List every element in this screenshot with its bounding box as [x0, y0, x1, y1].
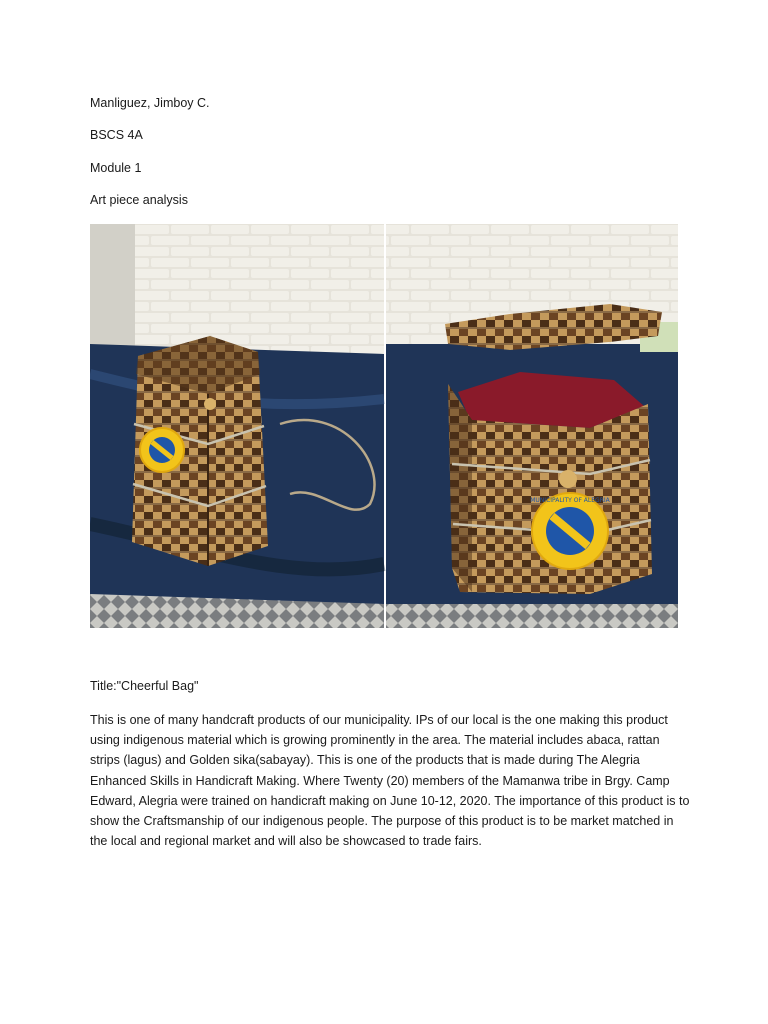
course-section: BSCS 4A — [90, 128, 143, 142]
analysis-paragraph: This is one of many handcraft products of our municipality. IPs of our local is the one making this product using indigenous material which is growing prominently in the area. The material includes abaca, rattan strips (lagus) and Golden sika(sabayay). This is one of the products that is made during The Alegria Enhanced Skills in Handicraft Making. Where Twenty (20) members of the Mamanwa tribe in Brgy. Camp Edward, Alegria were trained on handicraft making on June 10-12, 2020. The importance of this product is to show the Craftsmanship of our indigenous people. The purpose of this product is to be market matched in the local and regional market and will also be showcased to trade fairs. — [90, 713, 690, 849]
seal-text: MUNICIPALITY OF ALEGRIA — [530, 497, 610, 504]
module-label: Module 1 — [90, 161, 142, 175]
art-title: Title:"Cheerful Bag" — [90, 679, 199, 693]
author-name: Manliguez, Jimboy C. — [90, 96, 210, 110]
bag-photo — [90, 224, 678, 628]
subject-label: Art piece analysis — [90, 193, 188, 207]
photo-left — [90, 224, 384, 628]
photo-right — [386, 224, 678, 628]
